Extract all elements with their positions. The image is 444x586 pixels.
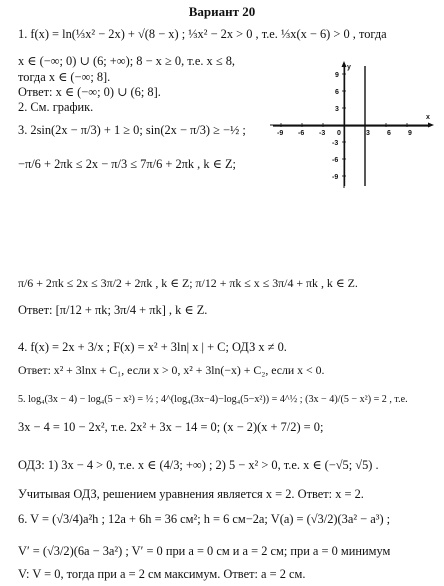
task6-line2: V′ = (√3/2)(6a − 3a²) ; V′ = 0 при a = 0 см и a = 2 см; при a = 0 минимум (18, 544, 391, 558)
task6-line3: V: V = 0, тогда при a = 2 см максимум. Ответ: a = 2 см. (18, 567, 306, 581)
task1-line2: x ∈ (−∞; 0) ∪ (6; +∞); 8 − x ≥ 0, т.е. x ≤ 8, (18, 54, 236, 68)
task4-answer: Ответ: x² + 3lnx + C₁, если x > 0, x² + 3ln(−x) + C₂, если x < 0. (18, 363, 325, 377)
y-tick: -3 (332, 140, 339, 147)
x-tick: 6 (387, 130, 391, 137)
y-tick: -6 (332, 157, 339, 164)
y-tick: 3 (335, 106, 339, 113)
x-tick: 0 (337, 130, 341, 137)
x-tick: -3 (319, 130, 326, 137)
x-tick: 9 (408, 130, 412, 137)
task5-answer: Учитывая ОДЗ, решением уравнения является x = 2. Ответ: x = 2. (18, 487, 364, 501)
x-axis-label: x (426, 114, 430, 121)
x-tick: -6 (298, 130, 305, 137)
task3-line2: −π/6 + 2πk ≤ 2x − π/3 ≤ 7π/6 + 2πk , k ∈ Z; (18, 157, 236, 171)
y-tick: 6 (335, 89, 339, 96)
x-tick: 3 (366, 130, 370, 137)
task3-line1: 3. 2sin(2x − π/3) + 1 ≥ 0; sin(2x − π/3) ≥ −½ ; (18, 123, 246, 137)
task5-line2: 3x − 4 = 10 − 2x², т.е. 2x² + 3x − 14 = 0; (x − 2)(x + 7/2) = 0; (18, 420, 324, 434)
y-tick: 9 (335, 72, 339, 79)
task3-answer: Ответ: [π/12 + πk; 3π/4 + πk] , k ∈ Z. (18, 303, 208, 317)
task1-line3: тогда x ∈ (−∞; 8]. (18, 70, 111, 84)
task4-line1: 4. f(x) = 2x + 3/x ; F(x) = x² + 3ln| x | + C; ОДЗ x ≠ 0. (18, 340, 287, 354)
task1-answer: Ответ: x ∈ (−∞; 0) ∪ (6; 8]. (18, 85, 161, 99)
x-axis-arrow (428, 123, 434, 128)
y-tick: -9 (332, 174, 339, 181)
y-axis-label: y (347, 64, 351, 71)
task5-odz: ОДЗ: 1) 3x − 4 > 0, т.е. x ∈ (4/3; +∞) ; 2) 5 − x² > 0, т.е. x ∈ (−√5; √5) . (18, 458, 379, 472)
x-tick: -9 (277, 130, 284, 137)
task1-line1: 1. f(x) = ln(⅓x² − 2x) + √(8 − x) ; ⅓x² − 2x > 0 , т.е. ⅓x(x − 6) > 0 , тогда (18, 27, 387, 41)
task2-graph (268, 60, 436, 190)
task2-line: 2. См. график. (18, 100, 94, 114)
task3-line3: π/6 + 2πk ≤ 2x ≤ 3π/2 + 2πk , k ∈ Z; π/12 + πk ≤ x ≤ 3π/4 + πk , k ∈ Z. (18, 276, 358, 290)
task5-line1: 5. log₄(3x − 4) − log₄(5 − x²) = ½ ; 4^(log₄(3x−4)−log₄(5−x²)) = 4^½ ; (3x − 4)/(5 − x²) = 2 , т.е. (18, 394, 408, 405)
task6-line1: 6. V = (√3/4)a²h ; 12a + 6h = 36 см²; h = 6 см−2a; V(a) = (√3/2)(3a² − a³) ; (18, 512, 391, 526)
variant-title: Вариант 20 (188, 4, 256, 19)
